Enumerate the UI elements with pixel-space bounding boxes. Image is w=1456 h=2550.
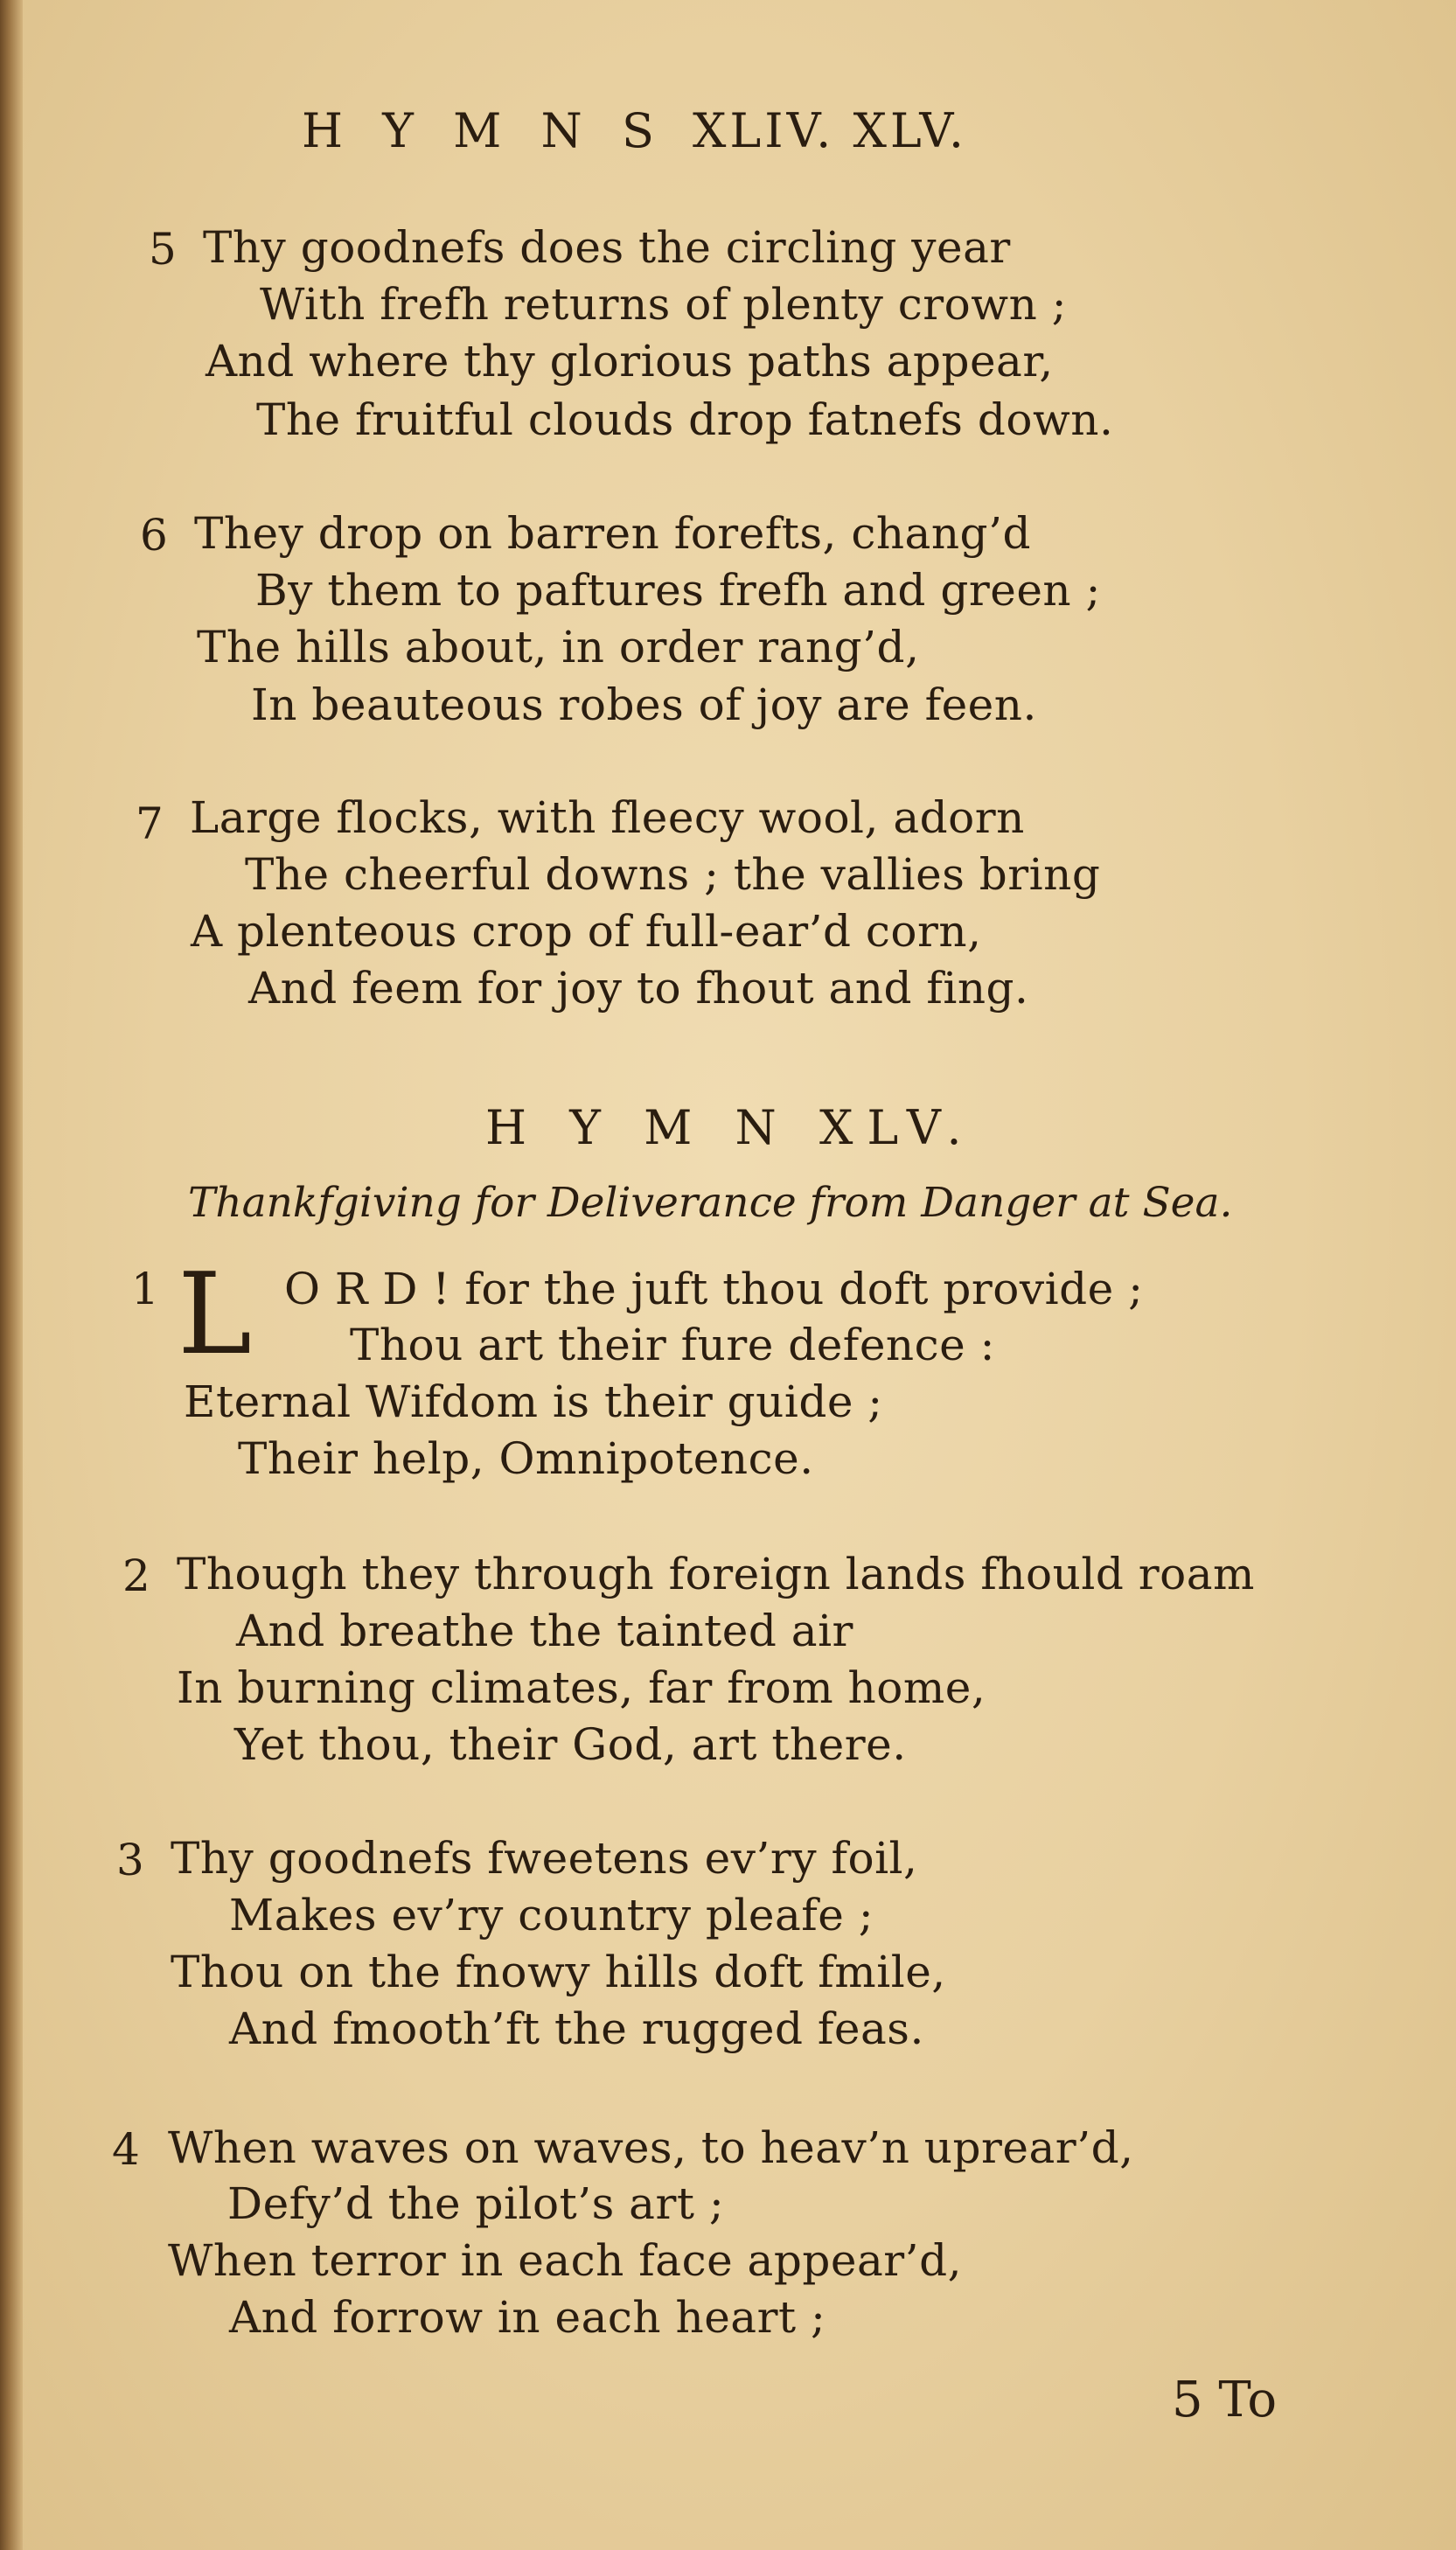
verse-line: Their help, Omnipotence. — [238, 1433, 814, 1484]
drop-cap: L — [178, 1250, 252, 1380]
stanza-number: 7 — [136, 798, 164, 849]
stanza-number: 3 — [116, 1835, 144, 1885]
verse-line: And where thy glorious paths appear, — [206, 336, 1054, 387]
verse-line: And forrow in each heart ; — [229, 2292, 826, 2343]
verse-line: They drop on barren forefts, chang’d — [194, 508, 1031, 559]
verse-line: In beauteous robes of joy are feen. — [251, 679, 1037, 730]
page-gutter — [0, 0, 23, 2550]
verse-line: The cheerful downs ; the vallies bring — [245, 849, 1101, 900]
hymn-subtitle: Thankfgiving for Deliverance from Danger at Sea. — [188, 1179, 1233, 1227]
verse-line: Defy’d the pilot’s art ; — [227, 2178, 725, 2229]
verse-line: A plenteous crop of full-ear’d corn, — [191, 906, 982, 957]
verse-line: Though they through foreign lands fhould roam — [177, 1549, 1255, 1599]
running-head-numbers: XLIV. XLV. — [692, 103, 968, 158]
verse-line: And feem for joy to fhout and fing. — [248, 963, 1029, 1014]
catchword: 5 To — [1172, 2372, 1278, 2428]
verse-line: The hills about, in order rang’d, — [197, 622, 920, 672]
verse-line: With frefh returns of plenty crown ; — [260, 279, 1068, 330]
verse-line: Thou on the fnowy hills doft fmile, — [171, 1947, 946, 1997]
stanza-number: 5 — [149, 224, 177, 275]
stanza-number: 6 — [140, 510, 168, 561]
verse-line: And breathe the tainted air — [236, 1606, 853, 1656]
verse-line: O R D ! for the juft thou doft provide ; — [284, 1264, 1144, 1314]
stanza-number: 1 — [131, 1264, 159, 1314]
verse-line: When terror in each face appear’d, — [168, 2235, 962, 2286]
running-head-title: H Y M N S — [302, 103, 666, 158]
verse-line: Thy goodnefs fweetens ev’ry foil, — [171, 1833, 918, 1884]
verse-line: Thou art their fure defence : — [350, 1320, 995, 1370]
verse-line: Thy goodnefs does the circling year — [203, 222, 1011, 273]
verse-line: Yet thou, their God, art there. — [234, 1719, 907, 1770]
verse-line: When waves on waves, to heav’n uprear’d, — [168, 2122, 1134, 2173]
verse-line: The fruitful clouds drop fatnefs down. — [256, 394, 1114, 445]
running-head — [302, 103, 967, 158]
verse-line: Eternal Wifdom is their guide ; — [184, 1376, 883, 1427]
verse-line: Makes ev’ry country pleafe ; — [229, 1890, 874, 1940]
stanza-number: 4 — [112, 2124, 140, 2175]
verse-line: And fmooth’ft the rugged feas. — [229, 2003, 924, 2054]
stanza-number: 2 — [122, 1550, 150, 1601]
hymn-title: H Y M N XLV. — [485, 1100, 976, 1155]
verse-line: By them to paftures frefh and green ; — [255, 565, 1101, 616]
verse-line: Large flocks, with fleecy wool, adorn — [190, 792, 1025, 843]
verse-line: In burning climates, far from home, — [177, 1662, 986, 1713]
